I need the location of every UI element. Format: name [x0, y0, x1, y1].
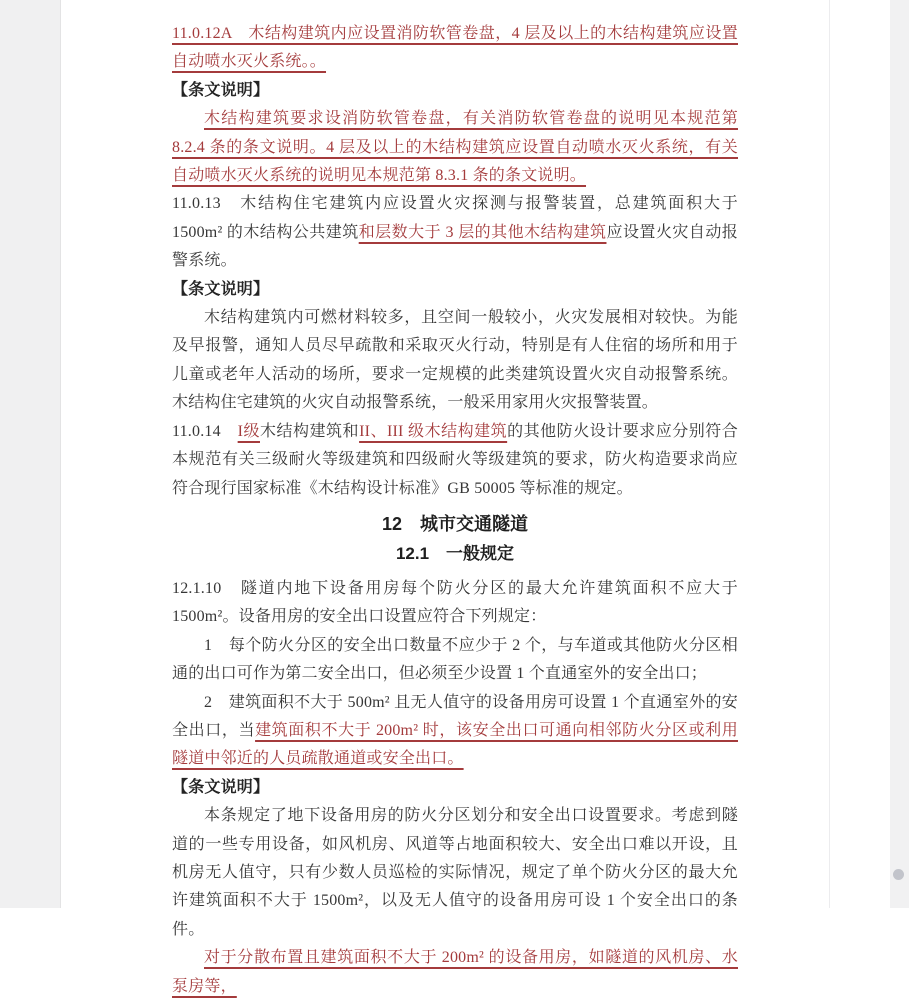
- clause-11-0-13-seg-1: 和层数大于 3 层的其他木结构建筑: [358, 223, 607, 241]
- section-heading-12-1: 12.1 一般规定: [395, 543, 515, 563]
- clause-11-0-14-seg-3: II、III 级木结构建筑: [359, 422, 508, 440]
- list-item-2: [172, 689, 738, 774]
- clause-11-0-13-seg-2: 应设置火灾自动报警系统。: [172, 223, 738, 270]
- scroll-indicator-dot[interactable]: [893, 869, 904, 880]
- commentary-para-3: [172, 802, 738, 944]
- commentary-para-1: [172, 105, 738, 190]
- clause-12-1-10-seg-0: 12.1.10 隧道内地下设备用房每个防火分区的最大允许建筑面积不应大于 1500m²。设备用房的安全出口设置应符合下列规定：: [172, 579, 738, 626]
- clause-11-0-12A-seg-0: 11.0.12A 木结构建筑内应设置消防软管卷盘，4 层及以上的木结构建筑应设置自动喷水灭火系统。。: [172, 25, 738, 71]
- commentary-para-2: [172, 304, 738, 418]
- list-item-1: [172, 632, 738, 689]
- document-content: [172, 20, 738, 1001]
- commentary-label-1: 【条文说明】: [172, 81, 270, 99]
- list-item-2-seg-1: 建筑面积不大于 200m² 时，该安全出口可通向相邻防火分区或利用隧道中邻近的人员疏散通道或安全出口。: [172, 721, 738, 768]
- commentary-para-4-seg-0: 对于分散布置且建筑面积不大于 200m² 的设备用房，如隧道的风机房、水泵房等，: [172, 949, 738, 995]
- commentary-label-3: 【条文说明】: [172, 778, 270, 796]
- clause-11-0-14-seg-0: 11.0.14: [172, 422, 238, 440]
- document-page: [61, 0, 830, 995]
- clause-11-0-14: [172, 418, 738, 503]
- chapter-heading-12: 12 城市交通隧道: [381, 513, 529, 534]
- commentary-para-4: [172, 944, 738, 1001]
- list-item-2-seg-0: 2 建筑面积不大于 500m² 且无人值守的设备用房可设置 1 个直通室外的安全出口，当: [172, 693, 738, 739]
- clause-11-0-12A: [172, 20, 738, 77]
- clause-12-1-10: [172, 575, 738, 632]
- clause-11-0-14-seg-1: I级: [237, 422, 260, 440]
- list-item-1-seg-0: 1 每个防火分区的安全出口数量不应少于 2 个，与车道或其他防火分区相通的出口可作为第二安全出口，但必须至少设置 1 个直通室外的安全出口；: [172, 636, 738, 683]
- viewer-left-gutter: [0, 0, 61, 908]
- clause-11-0-13: [172, 190, 738, 275]
- clause-11-0-13-seg-0: 11.0.13 木结构住宅建筑内应设置火灾探测与报警装置，总建筑面积大于 1500m² 的木结构公共建筑: [172, 195, 738, 241]
- clause-11-0-14-seg-4: 的其他防火设计要求应分别符合本规范有关三级耐火等级建筑和四级耐火等级建筑的要求，防火构造要求尚应符合现行国家标准《木结构设计标准》GB 50005 等标准的规定。: [172, 422, 738, 497]
- commentary-para-1-seg-0: 木结构建筑要求设消防软管卷盘，有关消防软管卷盘的说明见本规范第 8.2.4 条的条文说明。4 层及以上的木结构建筑应设置自动喷水灭火系统，有关自动喷水灭火系统的说明见本规范第 8.3.1 条的条文说明。: [172, 110, 738, 185]
- viewer-right-rail: [890, 0, 909, 908]
- clause-11-0-14-seg-2: 木结构建筑和: [260, 422, 360, 440]
- commentary-label-2: 【条文说明】: [172, 280, 270, 298]
- commentary-para-2-seg-0: 木结构建筑内可燃材料较多，且空间一般较小，火灾发展相对较快。为能及早报警，通知人员尽早疏散和采取灭火行动，特别是有人住宿的场所和用于儿童或老年人活动的场所，要求一定规模的此类建筑设置火灾自动报警系统。木结构住宅建筑的火灾自动报警系统，一般采用家用火灾报警装置。: [172, 309, 738, 412]
- commentary-para-3-seg-0: 本条规定了地下设备用房的防火分区划分和安全出口设置要求。考虑到隧道的一些专用设备，如风机房、风道等占地面积较大、安全出口难以开设，且机房无人值守，只有少数人员巡检的实际情况，规定了单个防火分区的最大允许建筑面积不大于 1500m²，以及无人值守的设备用房可设 1 个安全出口的条件。: [172, 807, 738, 938]
